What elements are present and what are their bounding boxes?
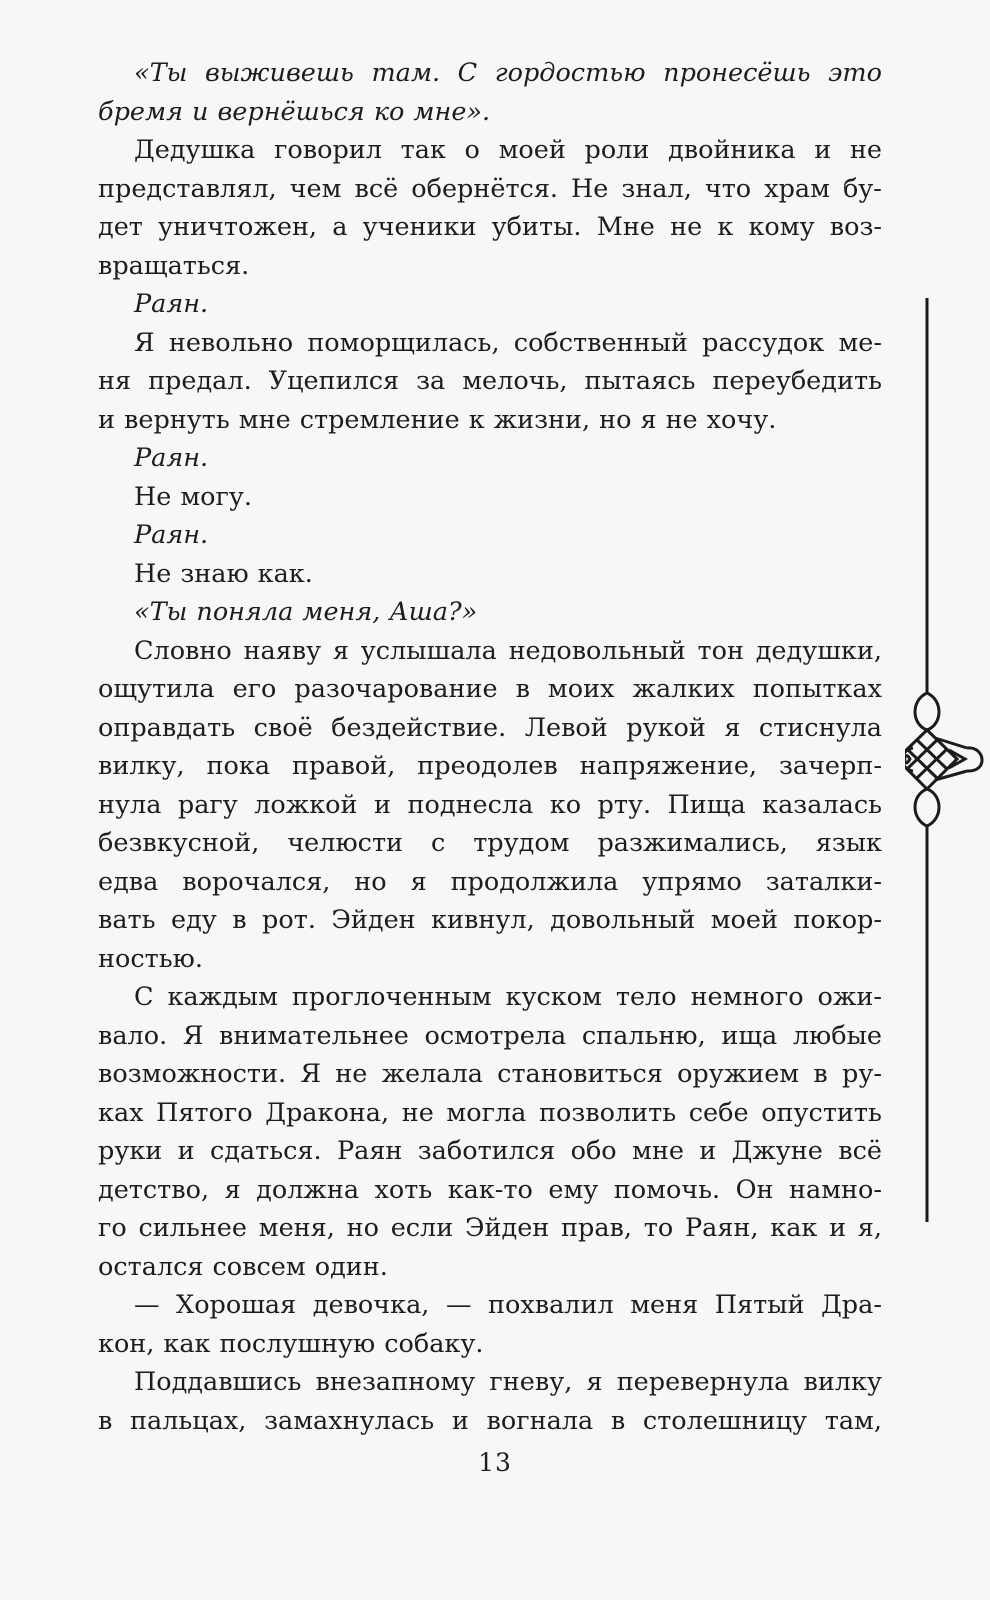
text-line: ностью. [98,943,203,974]
text-line: — Хорошая девочка, — похвалил меня Пятый Дра- [134,1290,882,1320]
text-line: Раян. [134,289,209,319]
text-line: остался совсем один. [98,1251,388,1282]
text-line: Я невольно поморщилась, собственный рассудок ме- [134,327,882,358]
text-line: вать еду в рот. Эйден кивнул, довольный моей покор- [98,905,882,935]
text-line: оправдать своё бездействие. Левой рукой я стиснула [98,712,882,743]
text-line: возможности. Я не желала становиться оружием в ру- [98,1059,882,1089]
text-line: «Ты выживешь там. С гордостью пронесёшь это [134,58,882,88]
text-line: ощутила его разочарование в моих жалких попытках [98,674,882,704]
text-line: едва ворочался, но я продолжила упрямо заталки- [98,866,882,897]
text-line: Поддавшись внезапному гневу, я перевернула вилку [134,1367,882,1397]
text-line: кон, как послушную собаку. [98,1328,484,1359]
text-line: «Ты поняла меня, Аша?» [134,597,478,627]
text-line: дет уничтожен, а ученики убиты. Мне не к кому воз- [98,212,882,242]
text-line: безвкусной, челюсти с трудом разжимались, язык [98,828,882,858]
page-number: 13 [478,1448,512,1477]
text-line: вало. Я внимательнее осмотрела спальню, ища любые [98,1020,882,1051]
text-line: Не знаю как. [134,558,313,589]
text-line: Не могу. [134,481,253,512]
text-line: нула рагу ложкой и поднесла ко рту. Пища казалась [98,789,882,820]
text-line: Дедушка говорил так о моей роли двойника и не [134,135,882,165]
text-line: Раян. [134,443,209,473]
text-line: детство, я должна хоть как-то ему помочь. Он намно- [98,1174,882,1205]
text-line: Словно наяву я услышала недовольный тон дедушки, [134,635,882,666]
endless-knot-icon [905,298,987,1350]
text-line: вращаться. [98,250,250,281]
text-line: бремя и вернёшься ко мне». [98,96,491,127]
text-line: С каждым проглоченным куском тело немного ожи- [134,982,882,1012]
page-body-text [98,54,882,1440]
text-line: ках Пятого Дракона, не могла позволить себе опустить [98,1097,882,1128]
text-line: и вернуть мне стремление к жизни, но я не хочу. [98,404,777,435]
text-line: представлял, чем всё обернётся. Не знал, что храм бу- [98,173,882,204]
text-line: Раян. [134,520,209,550]
text-line: вилку, пока правой, преодолев напряжение, зачерп- [98,751,882,781]
text-line: ня предал. Уцепился за мелочь, пытаясь переубедить [98,366,882,396]
text-line: руки и сдаться. Раян заботился обо мне и Джуне всё [98,1136,882,1166]
text-line: в пальцах, замахнулась и вогнала в столешницу там, [98,1405,882,1436]
text-line: го сильнее меня, но если Эйден прав, то Раян, как и я, [98,1213,882,1243]
